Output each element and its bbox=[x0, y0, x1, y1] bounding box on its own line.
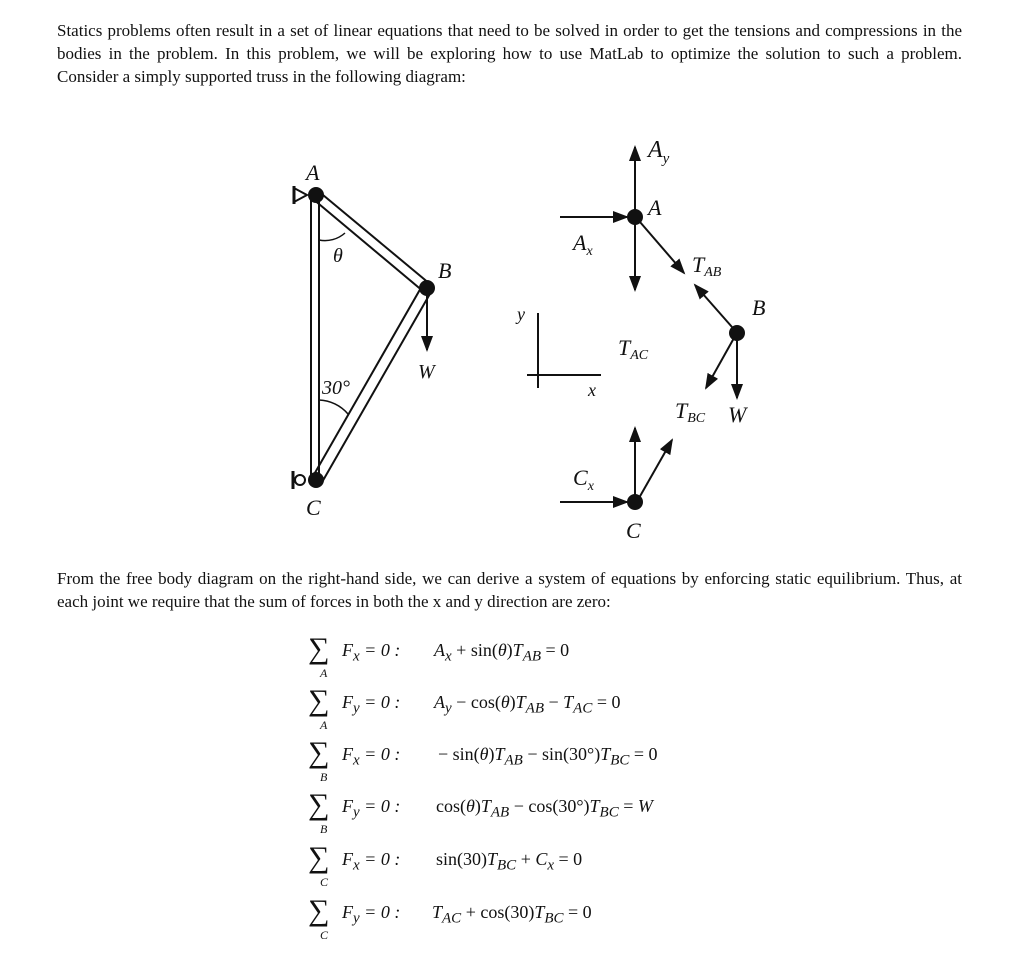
body-paragraph: From the free body diagram on the right-hand side, we can derive a system of equations by enforcing static equilibrium. Thus, at each joint we require that the sum of forces in both the x and y direction are zero: bbox=[57, 569, 962, 611]
label-C: C bbox=[306, 495, 321, 520]
free-body-diagram bbox=[500, 130, 800, 550]
label-Ay: $A_y$ bbox=[648, 137, 670, 167]
sum-symbol: ∑ bbox=[308, 894, 330, 927]
label-A-fbd: A bbox=[648, 195, 662, 220]
label-Cx: $C_x$ bbox=[573, 465, 594, 494]
label-TAB: TAB bbox=[692, 252, 722, 280]
label-Ax: $A_x$ bbox=[573, 230, 593, 259]
intro-paragraph: Statics problems often result in a set of linear equations that need to be solved in order to get the tensions and compressions in the bodies in the problem. In this problem, we will be exploring how to use MatLab to optimize the solution to such a problem. Consider a simply supported truss in the following diagram: bbox=[57, 21, 962, 86]
label-A: A bbox=[306, 160, 320, 185]
label-B: B bbox=[438, 258, 452, 283]
label-W: W bbox=[418, 361, 435, 383]
axis-y-label: y bbox=[517, 304, 525, 324]
truss-diagram bbox=[270, 150, 480, 530]
label-B-fbd: B bbox=[752, 295, 766, 320]
label-30deg: 30° bbox=[322, 377, 350, 399]
sum-symbol: ∑ bbox=[308, 788, 330, 821]
label-W-fbd: W bbox=[728, 402, 747, 427]
label-C-fbd: C bbox=[626, 518, 641, 543]
sum-symbol: ∑ bbox=[308, 841, 330, 874]
label-TAC: TAC bbox=[618, 335, 649, 363]
label-TBC: TBC bbox=[675, 398, 706, 426]
sum-symbol: ∑ bbox=[308, 736, 330, 769]
sum-symbol: ∑ bbox=[308, 632, 330, 665]
sum-symbol: ∑ bbox=[308, 684, 330, 717]
label-theta: θ bbox=[333, 245, 343, 267]
axis-x-label: x bbox=[588, 380, 596, 400]
